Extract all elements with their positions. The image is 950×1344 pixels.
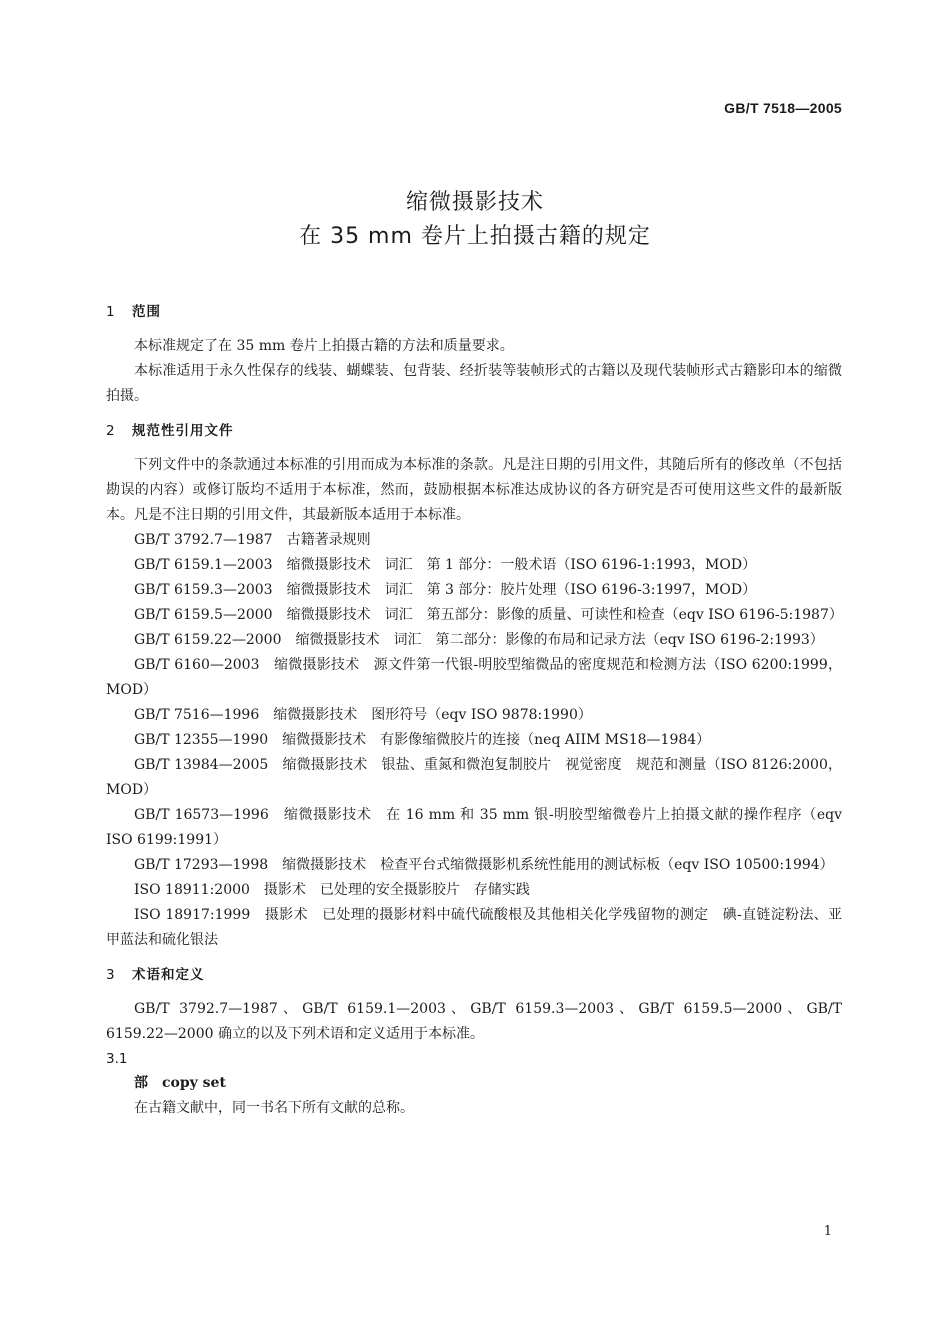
term-entry [106,1071,842,1096]
section-3-heading [106,963,842,987]
section-number: 3 [106,967,116,983]
subsection-number: 3.1 [106,1051,128,1067]
section-2-heading [106,419,842,443]
section-number: 2 [106,423,116,439]
reference-item: ISO 18917:1999 摄影术 已处理的摄影材料中硫代硫酸根及其他相关化学残留物的测定 碘-直链淀粉法、亚甲蓝法和硫化银法 [106,907,842,948]
term-chinese: 部 [134,1075,148,1091]
term-english: copy set [162,1075,226,1091]
term-definition: 在古籍文献中，同一书名下所有文献的总称。 [134,1100,414,1116]
section-title: 范围 [132,304,161,320]
paragraph: 下列文件中的条款通过本标准的引用而成为本标准的条款。凡是注日期的引用文件，其随后所有的修改单（不包括勘误的内容）或修订版均不适用于本标准，然而，鼓励根据本标准达成协议的各方研究是否可使用这些文件的最新版本。凡是不注日期的引用文件，其最新版本适用于本标准。 [106,457,842,523]
paragraph: GB/T 3792.7—1987、GB/T 6159.1—2003、GB/T 6159.3—2003、GB/T 6159.5—2000、GB/T 6159.22—2000 确立的以及下列术语和定义适用于本标准。 [106,1001,842,1042]
reference-item: GB/T 6159.22—2000 缩微摄影技术 词汇 第二部分：影像的布局和记录方法（eqv ISO 6196-2:1993） [134,632,824,648]
reference-item: GB/T 13984—2005 缩微摄影技术 银盐、重氮和微泡复制胶片 视觉密度 规范和测量（ISO 8126:2000，MOD） [106,757,842,798]
standard-code: GB/T 7518—2005 [724,100,842,116]
section-title: 术语和定义 [132,967,205,983]
section-number: 1 [106,304,116,320]
document-title [0,186,950,254]
reference-item: GB/T 12355—1990 缩微摄影技术 有影像缩微胶片的连接（neq AIIM MS18—1984） [134,732,711,748]
reference-item: GB/T 7516—1996 缩微摄影技术 图形符号（eqv ISO 9878:1990） [134,707,592,723]
reference-item: GB/T 6159.1—2003 缩微摄影技术 词汇 第 1 部分：一般术语（ISO 6196-1:1993，MOD） [134,557,757,573]
reference-item: GB/T 6159.5—2000 缩微摄影技术 词汇 第五部分：影像的质量、可读性和检查（eqv ISO 6196-5:1987） [134,607,843,623]
page-number: 1 [823,1224,832,1239]
reference-item: GB/T 6159.3—2003 缩微摄影技术 词汇 第 3 部分：胶片处理（ISO 6196-3:1997，MOD） [134,582,757,598]
section-title: 规范性引用文件 [132,423,234,439]
reference-item: GB/T 17293—1998 缩微摄影技术 检查平台式缩微摄影机系统性能用的测试标板（eqv ISO 10500:1994） [134,857,834,873]
title-line-2: 在 35 mm 卷片上拍摄古籍的规定 [299,224,651,249]
reference-item: GB/T 6160—2003 缩微摄影技术 源文件第一代银-明胶型缩微品的密度规范和检测方法（ISO 6200:1999，MOD） [106,657,842,698]
reference-item: ISO 18911:2000 摄影术 已处理的安全摄影胶片 存储实践 [134,882,530,898]
reference-item: GB/T 16573—1996 缩微摄影技术 在 16 mm 和 35 mm 银-明胶型缩微卷片上拍摄文献的操作程序（eqv ISO 6199:1991） [106,807,842,848]
document-body [106,300,842,1121]
title-line-1: 缩微摄影技术 [405,190,544,215]
section-1-heading [106,300,842,324]
paragraph: 本标准适用于永久性保存的线装、蝴蝶装、包背装、经折装等装帧形式的古籍以及现代装帧形式古籍影印本的缩微拍摄。 [106,363,842,404]
reference-item: GB/T 3792.7—1987 古籍著录规则 [134,532,371,548]
paragraph: 本标准规定了在 35 mm 卷片上拍摄古籍的方法和质量要求。 [134,338,514,354]
